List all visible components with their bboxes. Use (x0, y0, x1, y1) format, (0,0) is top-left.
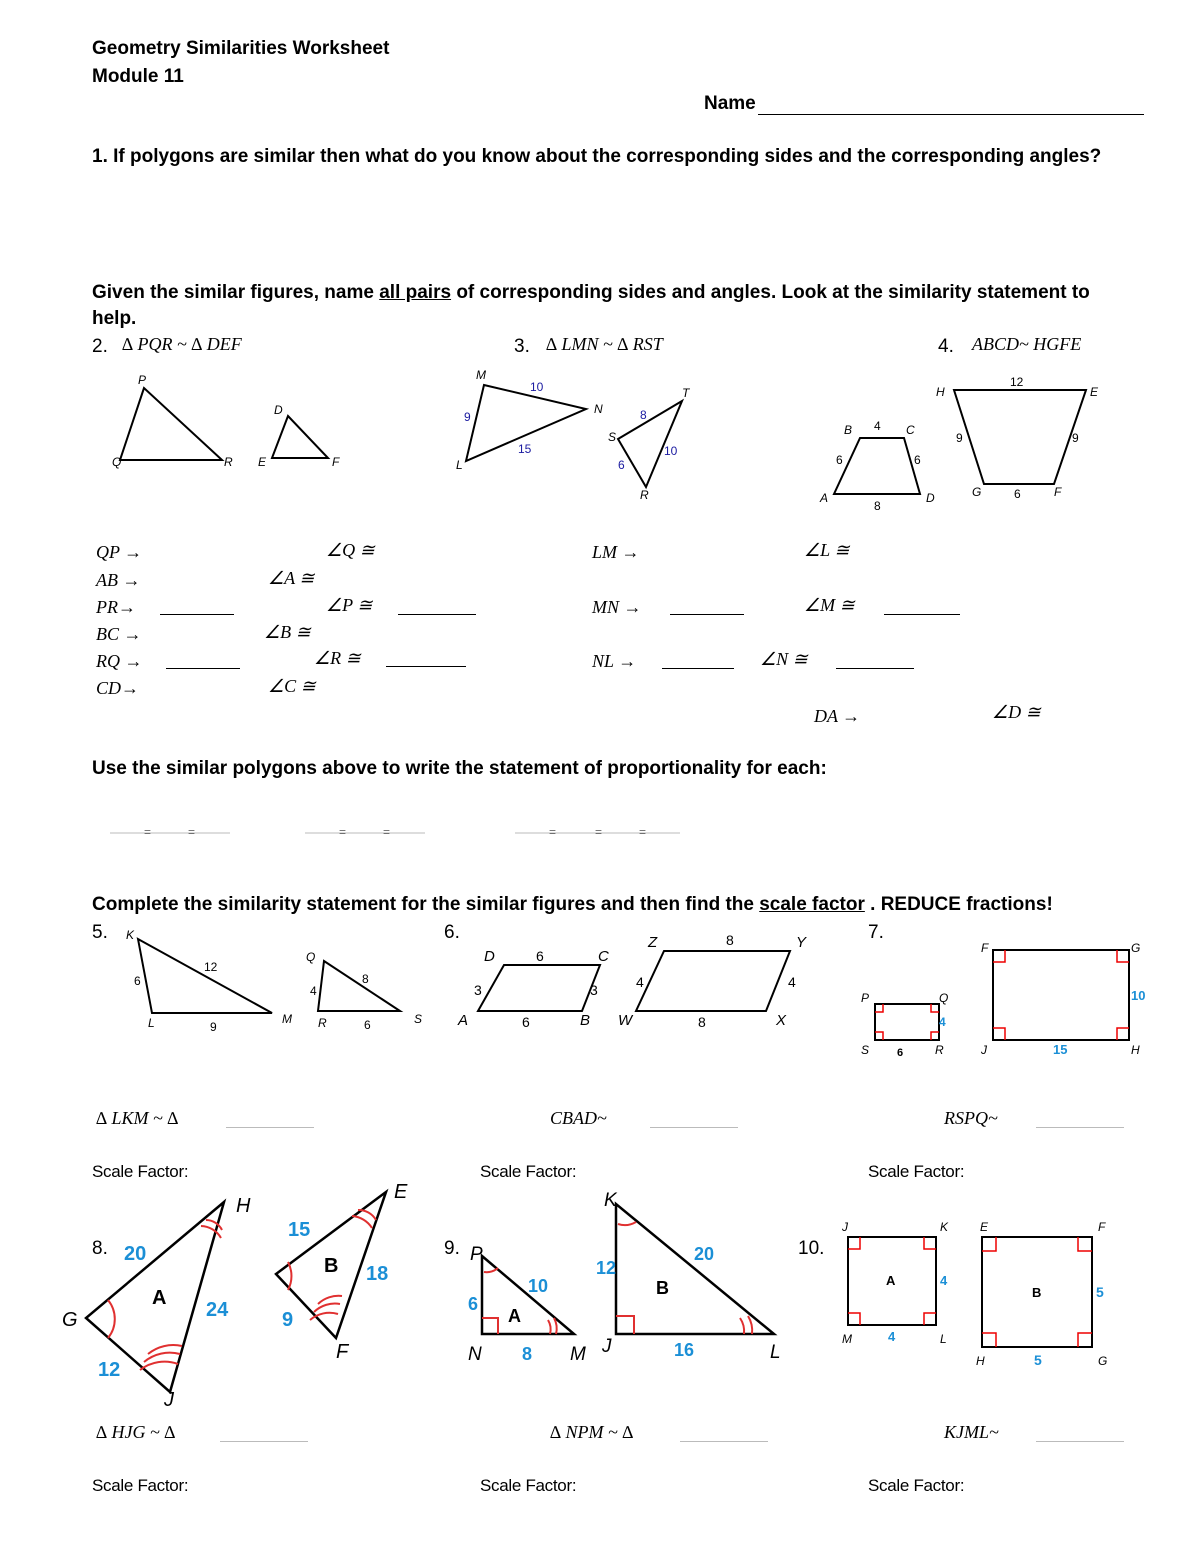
triangle-klm (138, 939, 272, 1013)
fig7-label-r: R (935, 1043, 944, 1057)
fig8-length-gj: 12 (98, 1359, 121, 1381)
fig4-length-hg: 9 (956, 431, 963, 445)
p2-side-qp: QP → (96, 542, 143, 562)
figure-3 (450, 365, 710, 505)
fig9-label-m: M (570, 1344, 586, 1365)
fig7-length-jh: 15 (1053, 1042, 1068, 1057)
fig3-length-st: 8 (640, 408, 647, 422)
problem-5-statement: ∆ LKM ~ ∆ (96, 1108, 179, 1128)
fig2-label-q: Q (112, 455, 122, 469)
fig4-length-cd: 6 (914, 453, 921, 467)
p4-side-cd: CD→ (96, 678, 140, 698)
fig9-label-k: K (604, 1190, 617, 1211)
trapezoid-abcd (834, 438, 920, 494)
fig2-label-e: E (258, 455, 267, 469)
name-line[interactable] (758, 114, 1144, 115)
fig8-length-bf: 9 (282, 1309, 294, 1331)
problem-8-blank[interactable] (220, 1441, 308, 1442)
fig7-label-j: J (981, 1043, 987, 1057)
problem-2-statement: ∆ PQR ~ ∆ DEF (122, 334, 242, 354)
proportion-blanks[interactable] (105, 822, 685, 842)
fig6-length-zy: 8 (726, 932, 734, 948)
fig3-label-r: R (640, 488, 649, 502)
fig5-label-r: R (318, 1016, 327, 1030)
problem-8-statement: ∆ HJG ~ ∆ (96, 1422, 176, 1442)
fig8-label-g: G (62, 1309, 78, 1331)
svg-text:=: = (383, 825, 391, 839)
fig9-length-kj: 12 (596, 1258, 617, 1278)
fig9-label-a: A (508, 1306, 521, 1326)
fig5-length-rs: 6 (364, 1018, 371, 1032)
fig8-label-a: A (152, 1287, 167, 1309)
fig10-label-b: B (1032, 1285, 1042, 1300)
fig10-label-j: J (842, 1220, 848, 1234)
question-1: 1. If polygons are similar then what do you know about the corresponding sides and the corresponding angles? (92, 146, 1102, 167)
fig5-label-q: Q (306, 950, 316, 964)
fig6-length-dc: 6 (536, 948, 544, 964)
figure-7 (855, 938, 1155, 1063)
fig4-label-g: G (972, 485, 982, 499)
fig3-length-tr: 10 (664, 444, 678, 458)
fig7-label-h: H (1131, 1043, 1140, 1057)
fig6-length-da: 3 (474, 982, 482, 998)
fig7-label-p: P (861, 991, 870, 1005)
fig7-length-qr: 4 (939, 1015, 946, 1029)
svg-text:=: = (188, 825, 196, 839)
fig6-length-wx: 8 (698, 1014, 706, 1030)
fig4-length-ad: 8 (874, 499, 881, 513)
trapezoid-hgfe (954, 390, 1086, 484)
p2-angle-q: ∠Q ≅ (326, 540, 375, 560)
fig4-label-h: H (936, 385, 945, 399)
p3-angle-n: ∠N ≅ (760, 649, 808, 669)
problem-6-blank[interactable] (650, 1127, 738, 1128)
fig10-label-m: M (842, 1332, 852, 1346)
p3-side-lm: LM → (592, 542, 640, 562)
fig10-label-l: L (940, 1332, 947, 1346)
problem-6-number: 6. (444, 922, 460, 943)
figure-4 (810, 370, 1110, 515)
fig10-length-fg: 5 (1096, 1284, 1104, 1300)
fig8-label-j: J (164, 1389, 174, 1411)
p3-side-mn-blank[interactable] (670, 614, 744, 615)
fig9-length-nm: 8 (522, 1344, 533, 1364)
p4-side-da: DA → (814, 706, 861, 726)
problem-10-statement: KJML~ (944, 1422, 999, 1442)
svg-text:=: = (144, 825, 152, 839)
p4-side-ab: AB → (96, 570, 141, 590)
fig10-length-ml: 4 (888, 1329, 896, 1344)
module-label: Module 11 (92, 66, 184, 87)
problem-9-blank[interactable] (680, 1441, 768, 1442)
fig5-length-kl: 6 (134, 974, 141, 988)
fig4-label-c: C (906, 423, 915, 437)
fig9-length-jl: 16 (674, 1340, 695, 1360)
fig4-length-bc: 4 (874, 419, 881, 433)
triangle-pqr (120, 388, 222, 460)
fig6-length-ab: 6 (522, 1014, 530, 1030)
fig4-label-b: B (844, 423, 853, 437)
fig4-length-he: 12 (1010, 375, 1024, 389)
fig3-length-ml: 9 (464, 410, 471, 424)
svg-text:=: = (549, 825, 557, 839)
p3-angle-m-blank[interactable] (884, 614, 960, 615)
fig7-label-s: S (861, 1043, 870, 1057)
fig10-label-h: H (976, 1354, 985, 1368)
problem-9-number: 9. (444, 1238, 460, 1259)
svg-text:=: = (595, 825, 603, 839)
problem-2-number: 2. (92, 336, 108, 357)
fig4-length-gf: 6 (1014, 487, 1021, 501)
p4-angle-a: ∠A ≅ (268, 568, 315, 588)
fig9-label-j: J (602, 1336, 612, 1357)
p3-side-nl-blank[interactable] (662, 668, 734, 669)
name-label: Name (704, 93, 756, 114)
fig9-length-kl: 20 (694, 1244, 715, 1264)
fig4-label-d: D (926, 491, 935, 505)
fig6-length-zw: 4 (636, 974, 644, 990)
problem-3-statement: ∆ LMN ~ ∆ RST (546, 334, 663, 354)
section1-instructions-cont: help. (92, 308, 137, 329)
fig8-label-b: B (324, 1255, 339, 1277)
section1-instructions: Given the similar figures, name all pairs of corresponding sides and angles. Look at the similarity statement to (92, 282, 1090, 303)
problem-5-blank[interactable] (226, 1127, 314, 1128)
fig6-label-z: Z (648, 934, 658, 951)
figure-9 (460, 1180, 800, 1370)
fig4-length-ba: 6 (836, 453, 843, 467)
fig10-label-e: E (980, 1220, 989, 1234)
fig8-label-e: E (394, 1181, 408, 1203)
fig6-label-c: C (598, 948, 609, 965)
figure-5 (110, 925, 440, 1035)
fig3-label-t: T (682, 386, 690, 400)
problem-4-statement: ABCD~ HGFE (972, 334, 1082, 354)
fig6-label-w: W (618, 1012, 633, 1029)
fig9-length-pn: 6 (468, 1294, 479, 1314)
p2-angle-p-blank[interactable] (398, 614, 476, 615)
p4-angle-d: ∠D ≅ (992, 702, 1041, 722)
problem-5-scale-factor: Scale Factor: (92, 1162, 189, 1181)
fig3-label-n: N (594, 402, 603, 416)
fig10-length-kl: 4 (940, 1273, 948, 1288)
fig10-label-f: F (1098, 1220, 1106, 1234)
p4-angle-b: ∠B ≅ (264, 622, 311, 642)
fig6-length-cb: 3 (590, 982, 598, 998)
fig6-label-b: B (580, 1012, 591, 1029)
fig6-label-d: D (484, 948, 495, 965)
problem-6-statement: CBAD~ (550, 1108, 607, 1128)
section3-instructions: Complete the similarity statement for the similar figures and then find the scale factor . REDUCE fractions! (92, 894, 1053, 915)
fig2-label-p: P (138, 373, 147, 387)
triangle-def (272, 416, 328, 458)
fig5-label-m: M (282, 1012, 292, 1026)
fig5-label-l: L (148, 1016, 155, 1030)
parallelogram-wxyz (636, 951, 790, 1011)
svg-text:=: = (639, 825, 647, 839)
p3-angle-l: ∠L ≅ (804, 540, 850, 560)
triangle-qrs (318, 961, 400, 1011)
problem-3-number: 3. (514, 336, 530, 357)
fig5-length-qr: 4 (310, 984, 317, 998)
p3-angle-m: ∠M ≅ (804, 595, 855, 615)
fig5-length-qs: 8 (362, 972, 369, 986)
fig6-label-a: A (458, 1012, 469, 1029)
fig10-label-k: K (940, 1220, 949, 1234)
svg-text:=: = (339, 825, 347, 839)
problem-10-blank[interactable] (1036, 1441, 1124, 1442)
fig6-label-x: X (776, 1012, 787, 1029)
problem-5-number: 5. (92, 922, 108, 943)
p4-angle-c: ∠C ≅ (268, 676, 316, 696)
figure-10 (830, 1215, 1130, 1375)
fig6-length-yx: 4 (788, 974, 796, 990)
fig7-label-f: F (981, 941, 989, 955)
section2-instructions: Use the similar polygons above to write the statement of proportionality for each: (92, 758, 827, 779)
fig2-label-d: D (274, 403, 283, 417)
fig2-label-r: R (224, 455, 233, 469)
fig4-length-ef: 9 (1072, 431, 1079, 445)
fig7-label-q: Q (939, 991, 949, 1005)
fig8-label-f: F (336, 1341, 349, 1363)
fig3-length-ln: 15 (518, 442, 532, 456)
fig3-label-s: S (608, 430, 617, 444)
figure-8 (60, 1180, 430, 1410)
problem-7-number: 7. (868, 922, 884, 943)
fig9-label-b: B (656, 1278, 669, 1298)
figure-2 (100, 370, 360, 480)
fig7-label-g: G (1131, 941, 1141, 955)
fig5-length-km: 12 (204, 960, 218, 974)
problem-7-scale-factor: Scale Factor: (868, 1162, 965, 1181)
p3-angle-n-blank[interactable] (836, 668, 914, 669)
problem-8-scale-factor: Scale Factor: (92, 1476, 189, 1495)
worksheet-title: Geometry Similarities Worksheet (92, 38, 390, 59)
fig8-length-ef: 18 (366, 1263, 389, 1285)
fig4-label-a: A (820, 491, 829, 505)
p2-side-rq-blank[interactable] (166, 668, 240, 669)
p2-angle-r: ∠R ≅ (314, 648, 361, 668)
fig10-length-hg: 5 (1034, 1352, 1042, 1368)
p2-side-rq: RQ → (96, 651, 143, 671)
fig3-length-sr: 6 (618, 458, 625, 472)
fig9-length-pm: 10 (528, 1276, 549, 1296)
parallelogram-abcd (478, 965, 600, 1011)
fig8-length-hj: 24 (206, 1299, 229, 1321)
fig4-label-f: F (1054, 485, 1062, 499)
problem-6-scale-factor: Scale Factor: (480, 1162, 577, 1181)
fig9-label-l: L (770, 1342, 781, 1363)
p4-side-bc: BC → (96, 624, 142, 644)
rectangle-pqrs (875, 1004, 939, 1040)
problem-8-number: 8. (92, 1238, 108, 1259)
fig2-label-f: F (332, 455, 340, 469)
p3-side-mn: MN → (592, 597, 642, 617)
fig3-label-l: L (456, 458, 463, 472)
fig10-label-a: A (886, 1273, 896, 1288)
fig5-length-lm: 9 (210, 1020, 217, 1034)
p2-angle-p: ∠P ≅ (326, 595, 373, 615)
fig8-label-h: H (236, 1195, 251, 1217)
problem-10-scale-factor: Scale Factor: (868, 1476, 965, 1495)
fig8-length-gh: 20 (124, 1243, 147, 1265)
problem-7-blank[interactable] (1036, 1127, 1124, 1128)
fig3-length-mn: 10 (530, 380, 544, 394)
problem-4-number: 4. (938, 336, 954, 357)
rectangle-fghj (993, 950, 1129, 1040)
fig9-label-p: P (470, 1244, 483, 1265)
p2-side-pr-blank[interactable] (160, 614, 234, 615)
fig8-length-eb: 15 (288, 1219, 311, 1241)
problem-9-scale-factor: Scale Factor: (480, 1476, 577, 1495)
problem-7-statement: RSPQ~ (944, 1108, 998, 1128)
fig5-label-k: K (126, 928, 135, 942)
fig3-label-m: M (476, 368, 486, 382)
fig10-label-g: G (1098, 1354, 1108, 1368)
fig7-length-sr: 6 (897, 1047, 904, 1059)
problem-9-statement: ∆ NPM ~ ∆ (550, 1422, 634, 1442)
fig5-label-s: S (414, 1012, 423, 1026)
p2-side-pr: PR→ (96, 597, 136, 617)
figure-6 (450, 925, 820, 1035)
fig4-label-e: E (1090, 385, 1099, 399)
p2-angle-r-blank[interactable] (386, 666, 466, 667)
fig7-length-gh: 10 (1131, 988, 1146, 1003)
p3-side-nl: NL → (592, 651, 637, 671)
problem-10-number: 10. (798, 1238, 825, 1259)
fig9-label-n: N (468, 1344, 482, 1365)
triangle-b (616, 1204, 774, 1334)
fig6-label-y: Y (796, 934, 807, 951)
